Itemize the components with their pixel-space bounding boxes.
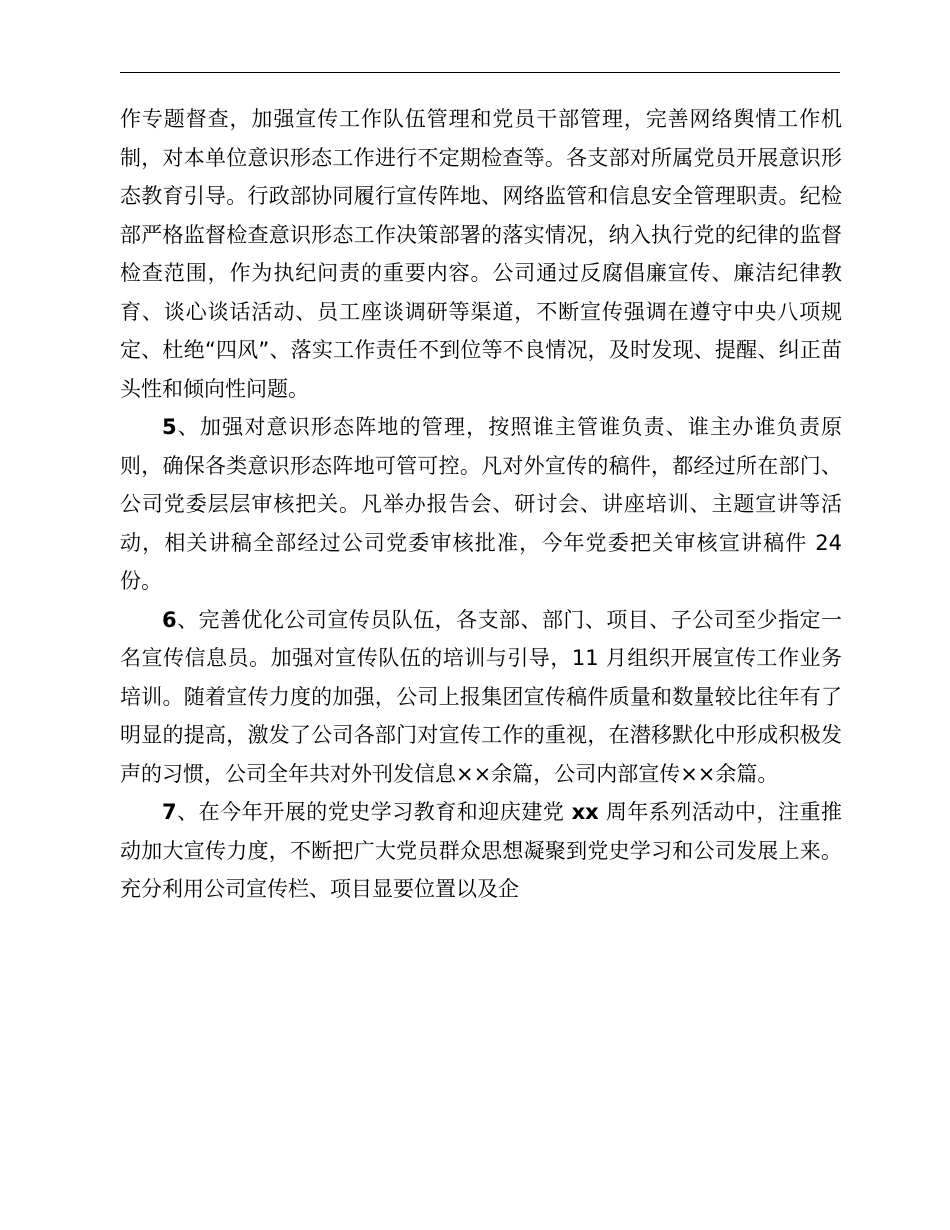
item-number: 5 [162,415,177,439]
paragraph-text: 作专题督查，加强宣传工作队伍管理和党员干部管理，完善网络舆情工作机制，对本单位意识形态工作进行不定期检查等。各支部对所属党员开展意识形态教育引导。行政部协同履行宣传阵地、网络监管和信息安全管理职责。纪检部严格监督检查意识形态工作决策部署的落实情况，纳入执行党的纪律的监督检查范围，作为执纪问责的重要内容。公司通过反腐倡廉宣传、廉洁纪律教育、谈心谈话活动、员工座谈调研等渠道，不断宣传强调在遵守中央八项规定、杜绝“四风”、落实工作责任不到位等不良情况，及时发现、提醒、纠正苗头性和倾向性问题。 [120,107,842,401]
paragraph-item-5 [120,408,842,601]
paragraph-text: 、加强对意识形态阵地的管理，按照谁主管谁负责、谁主办谁负责原则，确保各类意识形态阵地可管可控。凡对外宣传的稿件，都经过所在部门、公司党委层层审核把关。凡举办报告会、研讨会、讲座培训、主题宣讲等活动，相关讲稿全部经过公司党委审核批准，今年党委把关审核宣讲稿件 24 份。 [120,415,842,593]
paragraph-text-before: 、在今年开展的党史学习教育和迎庆建党 [176,800,572,824]
paragraph-item-7 [120,793,842,909]
header-rule [120,72,840,73]
item-number: 6 [162,607,177,632]
paragraph-item-6 [120,601,842,794]
item-number: 7 [162,800,177,824]
bold-inline-text: xx [571,800,599,824]
paragraph-text-after: 周年系列活动中，注重推动加大宣传力度，不断把广大党员群众思想凝聚到党史学习和公司发展上来。充分利用公司宣传栏、项目显要位置以及企 [120,800,842,901]
paragraph-continuation [120,100,842,408]
paragraph-text: 、完善优化公司宣传员队伍，各支部、部门、项目、子公司至少指定一名宣传信息员。加强对宣传队伍的培训与引导，11 月组织开展宣传工作业务培训。随着宣传力度的加强，公司上报集团宣传稿件质量和数量较比往年有了明显的提高，激发了公司各部门对宣传工作的重视，在潜移默化中形成积极发声的习惯，公司全年共对外刊发信息××余篇，公司内部宣传××余篇。 [120,607,842,786]
document-body [120,100,842,909]
